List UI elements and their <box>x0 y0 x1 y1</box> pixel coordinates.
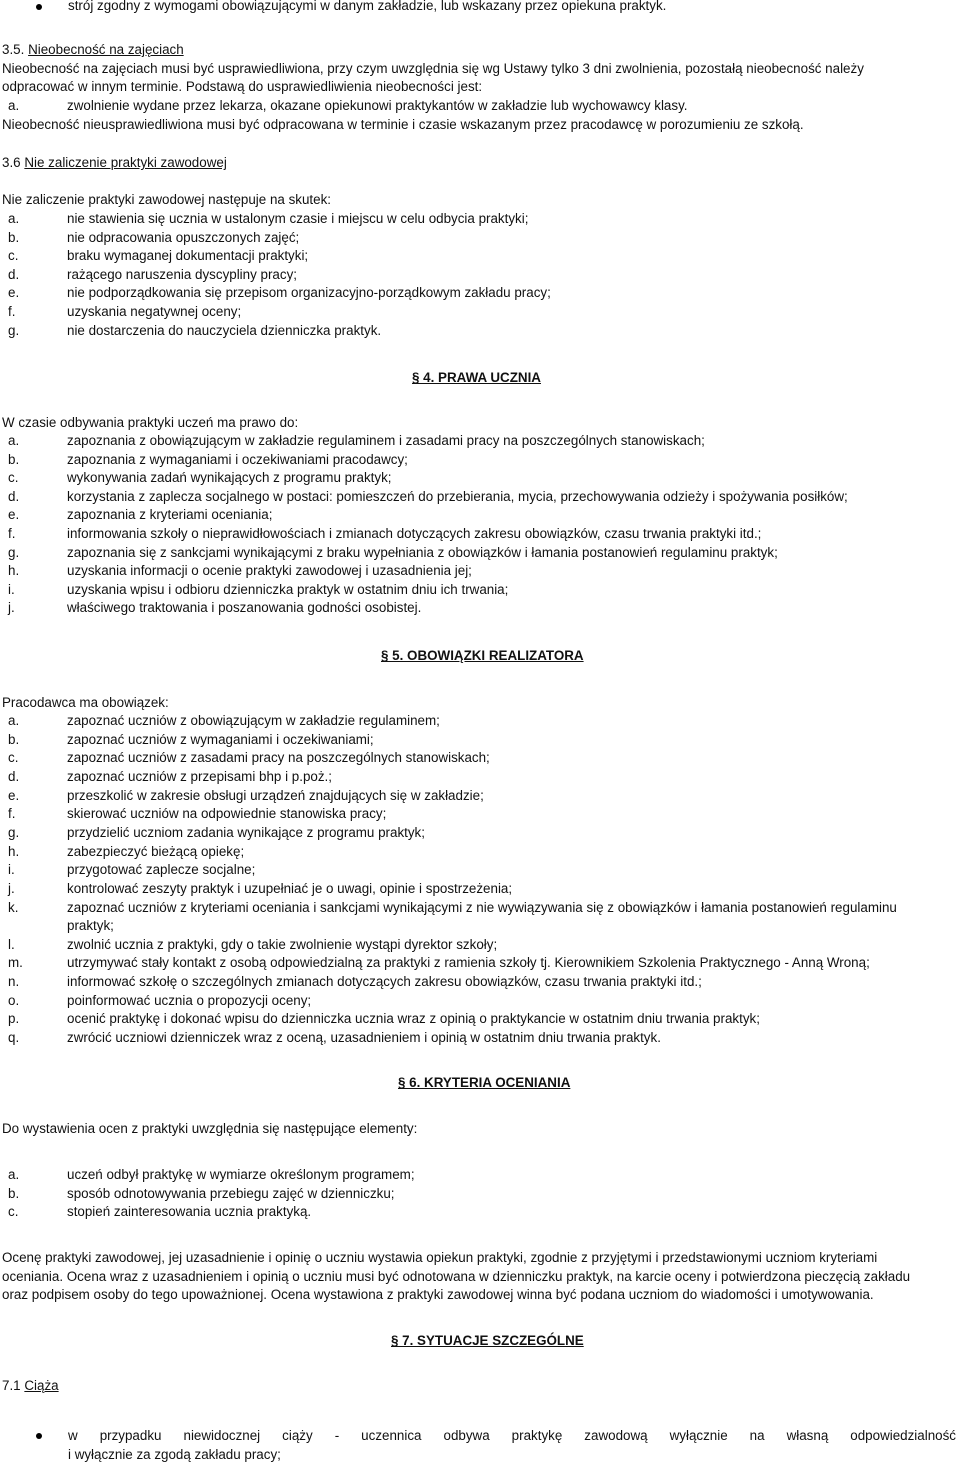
list-text: zapoznania z kryteriami oceniania; <box>67 507 273 523</box>
list-text: praktyk; <box>67 918 114 934</box>
section-7-heading: § 7. SYTUACJE SZCZEGÓLNE <box>391 1333 584 1348</box>
section-6-para-line1: Ocenę praktyki zawodowej, jej uzasadnienie i opinię o uczniu wystawia opiekun praktyki, zgodnie z przyjętymi i przedstawionymi uczniom kryteriami <box>2 1250 878 1265</box>
section-6-para-line2: oceniania. Ocena wraz z uzasadnieniem i opinią o uczniu musi być odnotowana w dzienniczku praktyk, na karcie oceny i potwierdzona pieczęcią zakładu <box>2 1269 911 1284</box>
list-text: zapoznać uczniów z przepisami bhp i p.poż.; <box>67 768 332 784</box>
bullet-icon <box>36 4 42 10</box>
list-letter: f. <box>8 304 16 319</box>
list-letter: j. <box>8 600 15 616</box>
list-letter: b. <box>8 731 20 747</box>
section-3-6-heading <box>2 154 227 172</box>
top-bullet-text: strój zgodny z wymogami obowiązującymi w danym zakładzie, lub wskazany przez opiekuna praktyk. <box>68 0 667 13</box>
list-text: utrzymywać stały kontakt z osobą odpowiedzialną za praktyki z ramienia szkoły tj. Kierownikiem Szkolenia Praktycznego - Anną Wroną; <box>67 955 870 971</box>
section-3-5-after: Nieobecność nieusprawiedliwiona musi być odpracowana w terminie i czasie wskazanym przez pracodawcę w porozumieniu ze szkołą. <box>2 117 804 132</box>
list-text: zapoznać uczniów z obowiązującym w zakładzie regulaminem; <box>67 713 440 728</box>
list-text: właściwego traktowania i poszanowania godności osobistej. <box>67 600 422 616</box>
bullet-icon <box>36 1433 42 1439</box>
list-letter: c. <box>8 750 19 766</box>
list-letter: e. <box>8 507 20 523</box>
list-letter: a. <box>8 1167 20 1182</box>
list-letter: j. <box>8 880 15 896</box>
section-6-intro: Do wystawienia ocen z praktyki uwzględnia się następujące elementy: <box>2 1121 418 1136</box>
section-title: Nie zaliczenie praktyki zawodowej <box>24 155 227 170</box>
list-letter: n. <box>8 974 20 990</box>
list-text: przydzielić uczniom zadania wynikające z programu praktyk; <box>67 824 425 840</box>
list-text: zwolnić ucznia z praktyki, gdy o takie zwolnienie wystąpi dyrektor szkoły; <box>67 936 498 952</box>
list-letter: g. <box>8 544 20 560</box>
list-text: nie podporządkowania się przepisom organizacyjno-porządkowym zakładu pracy; <box>67 285 551 301</box>
list-letter: b. <box>8 1185 20 1201</box>
list-letter: a. <box>8 713 20 728</box>
list-letter: e. <box>8 285 20 301</box>
list-text: ocenić praktykę i dokonać wpisu do dzienniczka ucznia wraz z opinią o praktykancie w ostatnim dniu trwania praktyk; <box>67 1011 760 1027</box>
list-letter: h. <box>8 563 20 579</box>
list-text: zapoznać uczniów z kryteriami oceniania i sankcjami wynikającymi z nie wywiązywania się z obowiązków i łamania postanowień regulaminu <box>67 899 897 915</box>
list-text: skierować uczniów na odpowiednie stanowiska pracy; <box>67 806 387 822</box>
list-letter: a. <box>8 433 20 448</box>
list-letter: f. <box>8 806 16 822</box>
section-number: 7.1 <box>2 1378 21 1393</box>
section-5-intro: Pracodawca ma obowiązek: <box>2 695 169 710</box>
list-text: nie stawienia się ucznia w ustalonym czasie i miejscu w celu odbycia praktyki; <box>67 211 529 226</box>
list-letter: b. <box>8 229 20 245</box>
section-7-1-heading <box>2 1377 59 1395</box>
list-letter: h. <box>8 843 20 859</box>
list-letter: e. <box>8 787 20 803</box>
list-text: informować szkołę o szczególnych zmianach dotyczących zakresu obowiązków, czasu trwania praktyki itd.; <box>67 974 702 990</box>
list-text: zwrócić uczniowi dzienniczek wraz z oceną, uzasadnieniem i opinią w ostatnim dniu trwania praktyk. <box>67 1030 661 1046</box>
list-letter: g. <box>8 824 20 840</box>
list-letter: b. <box>8 451 20 467</box>
list-text: przygotować zaplecze socjalne; <box>67 862 256 878</box>
list-text: zapoznania z wymaganiami i oczekiwaniami pracodawcy; <box>67 451 408 467</box>
list-text: nie odpracowania opuszczonych zajęć; <box>67 229 300 245</box>
section-title: Ciąża <box>24 1378 59 1393</box>
list-text: zapoznać uczniów z wymaganiami i oczekiwaniami; <box>67 731 374 747</box>
list-text: uzyskania informacji o ocenie praktyki zawodowej i uzasadnienia jej; <box>67 563 472 579</box>
list-letter: f. <box>8 526 16 541</box>
section-3-6-intro: Nie zaliczenie praktyki zawodowej następuje na skutek: <box>2 192 331 207</box>
list-text: zapoznania z obowiązującym w zakładzie regulaminem i zasadami pracy na poszczególnych stanowiskach; <box>67 433 705 448</box>
list-letter: c. <box>8 1204 19 1220</box>
section-4-intro: W czasie odbywania praktyki uczeń ma prawo do: <box>2 415 299 430</box>
list-letter: c. <box>8 248 19 264</box>
list-text: sposób odnotowywania przebiegu zajęć w dzienniczku; <box>67 1185 395 1201</box>
list-text: nie dostarczenia do nauczyciela dzienniczka praktyk. <box>67 322 382 338</box>
list-text: zwolnienie wydane przez lekarza, okazane opiekunowi praktykantów w zakładzie lub wychowawcy klasy. <box>67 98 688 113</box>
list-text: korzystania z zaplecza socjalnego w postaci: pomieszczeń do przebierania, mycia, przechowywania odzieży i spożywania posiłków; <box>67 488 848 504</box>
list-letter: k. <box>8 899 19 915</box>
list-letter: d. <box>8 768 20 784</box>
list-text: zabezpieczyć bieżącą opiekę; <box>67 843 245 859</box>
section-4-heading: § 4. PRAWA UCZNIA <box>412 370 541 385</box>
list-text: braku wymaganej dokumentacji praktyki; <box>67 248 309 264</box>
list-letter: d. <box>8 266 20 282</box>
section-7-bullet-line2: i wyłącznie za zgodą zakładu pracy; <box>68 1447 281 1462</box>
list-letter: i. <box>8 581 15 597</box>
list-letter: a. <box>8 211 20 226</box>
list-text: poinformować ucznia o propozycji oceny; <box>67 992 312 1008</box>
list-letter: l. <box>8 936 15 952</box>
list-letter: d. <box>8 488 20 504</box>
list-text: stopień zainteresowania ucznia praktyką. <box>67 1204 312 1220</box>
section-5-heading: § 5. OBOWIĄZKI REALIZATORA <box>381 648 584 663</box>
list-text: zapoznania się z sankcjami wynikającymi z braku wypełniania z obowiązków i łamania postanowień regulaminu praktyk; <box>67 544 778 560</box>
section-7-bullet-line1: w przypadku niewidocznej ciąży - uczennica odbywa praktykę zawodową wyłącznie na własną odpowiedzialność <box>68 1428 956 1443</box>
list-letter: m. <box>8 955 23 971</box>
list-text: zapoznać uczniów z zasadami pracy na poszczególnych stanowiskach; <box>67 750 490 766</box>
list-letter: c. <box>8 470 19 486</box>
list-letter: o. <box>8 992 20 1008</box>
list-text: kontrolować zeszyty praktyk i uzupełniać je o uwagi, opinie i spostrzeżenia; <box>67 880 513 896</box>
list-text: przeszkolić w zakresie obsługi urządzeń znajdujących się w zakładzie; <box>67 787 484 803</box>
list-text: uzyskania negatywnej oceny; <box>67 304 242 319</box>
section-3-5-line1: Nieobecność na zajęciach musi być usprawiedliwiona, przy czym uwzględnia się wg Ustawy tylko 3 dni zwolnienia, pozostałą nieobecność należy <box>2 61 864 76</box>
section-number: 3.5. <box>2 42 25 57</box>
list-letter: q. <box>8 1030 20 1046</box>
list-text: informowania szkoły o nieprawidłowościach i zmianach dotyczących zakresu obowiązków, czasu trwania praktyki itd.; <box>67 526 762 541</box>
list-letter: g. <box>8 322 20 338</box>
section-3-5-line2: odpracować w innym terminie. Podstawą do usprawiedliwienia nieobecności jest: <box>2 79 483 94</box>
list-letter: i. <box>8 862 15 878</box>
list-text: rażącego naruszenia dyscypliny pracy; <box>67 266 297 282</box>
section-6-heading: § 6. KRYTERIA OCENIANIA <box>398 1075 571 1090</box>
section-3-5-heading <box>2 41 184 59</box>
list-text: uzyskania wpisu i odbioru dzienniczka praktyk w ostatnim dniu ich trwania; <box>67 581 509 597</box>
list-letter: a. <box>8 98 20 113</box>
section-number: 3.6 <box>2 155 21 170</box>
list-text: uczeń odbył praktykę w wymiarze określonym programem; <box>67 1167 415 1182</box>
section-title: Nieobecność na zajęciach <box>28 42 184 57</box>
list-letter: p. <box>8 1011 20 1027</box>
list-text: wykonywania zadań wynikających z programu praktyk; <box>67 470 392 486</box>
section-6-para-line3: oraz podpisem osoby do tego upoważnionej. Ocena wystawiona z praktyki zawodowej winna być podana uczniom do wiadomości i umotywowania. <box>2 1287 874 1302</box>
